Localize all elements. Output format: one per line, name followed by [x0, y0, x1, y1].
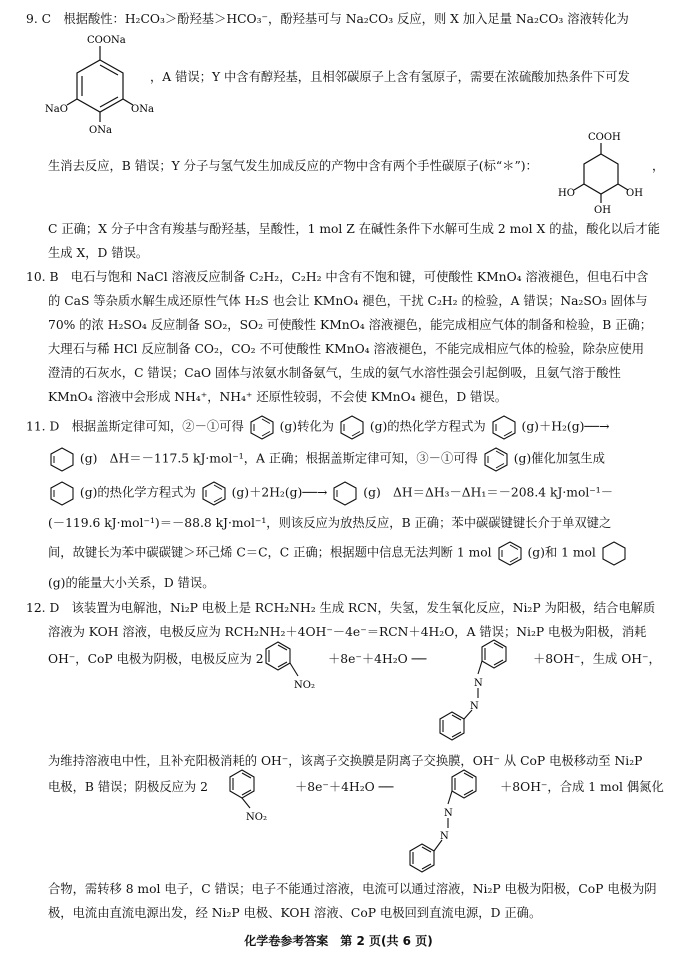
- q10-line6: KMnO₄ 溶液中会形成 NH₄⁺，NH₄⁺ 还原性较弱，不会使 KMnO₄ 褪色，D 错误。: [48, 390, 508, 404]
- q12-l3c: ＋8OH⁻，生成 OH⁻，: [533, 652, 661, 666]
- q11-line1: [26, 414, 666, 440]
- cyclohexane-icon: [600, 540, 628, 566]
- q11-l3c: (g) ΔH＝ΔH₃－ΔH₁＝－208.4 kJ·mol⁻¹－: [363, 485, 614, 500]
- q9-line3: 生消去反应，B 错误；Y 分子与氢气发生加成反应的产物中含有两个手性碳原子(标“＊”)：: [48, 159, 538, 173]
- mol1-bottom: ONa: [89, 125, 112, 136]
- nitrobenzene-structure: [258, 638, 318, 696]
- q11-l2a: (g) ΔH＝－117.5 kJ·mol⁻¹，A 正确；根据盖斯定律可知，③－①可得: [79, 451, 478, 466]
- q9-line3-end: ，: [652, 159, 665, 173]
- q11-l1b: (g)转化为: [279, 419, 334, 434]
- azobenzene-structure-2: [402, 766, 492, 878]
- q11-l3b: (g)＋2H₂(g)──→: [231, 485, 328, 500]
- q10-line1: 10. B 电石与饱和 NaCl 溶液反应制备 C₂H₂，C₂H₂ 中含有不饱和键，可使酸性 KMnO₄ 溶液褪色，但电石中含: [26, 270, 649, 284]
- q11-l3a: (g)的热化学方程式为: [79, 485, 196, 500]
- q12-line1: 12. D 该装置为电解池，Ni₂P 电极上是 RCH₂NH₂ 生成 RCN，失氢，发生氧化反应，Ni₂P 为阳极，结合电解质: [26, 601, 656, 615]
- q9-line4: C 正确；X 分子中含有羧基与酚羟基，呈酸性，1 mol Z 在碱性条件下水解可生成 2 mol X 的盐，酸化以后才能: [48, 222, 660, 236]
- q12-l5c: ＋8OH⁻，合成 1 mol 偶氮化: [500, 780, 664, 794]
- q10-line5: 澄清的石灰水，C 错误；CaO 固体与浓氨水制备氨气，生成的氨气水溶性强会引起倒吸，且氨气溶于酸性: [48, 366, 621, 380]
- q12-line7: 极，电流由直流电源出发，经 Ni₂P 电极、KOH 溶液、CoP 电极回到直流电源，D 正确。: [48, 906, 542, 920]
- benzene-icon: [482, 446, 510, 472]
- q12-line2: 溶液为 KOH 溶液，电极反应为 RCH₂NH₂＋4OH⁻－4e⁻＝RCN＋4H₂O，A 错误；Ni₂P 电极为阳极，消耗: [48, 625, 647, 639]
- q12-line6: 合物，需转移 8 mol 电子，C 错误；电子不能通过溶液，电流可以通过溶液，Ni₂P 电极为阳极，CoP 电极为阴: [48, 882, 657, 896]
- cyclohexene-icon: [48, 480, 76, 506]
- q10-line4: 大理石与稀 HCl 反应制备 CO₂，CO₂ 不可使酸性 KMnO₄ 溶液褪色，不能完成相应气体的检验，除杂应使用: [48, 342, 645, 356]
- q9-line2: ，A 错误；Y 中含有醇羟基，且相邻碳原子上含有氢原子，需要在浓硫酸加热条件下可发: [150, 70, 630, 84]
- benzene-icon: [200, 480, 228, 506]
- q11-line6: (g)的能量大小关系，D 错误。: [48, 576, 215, 590]
- no2-label: NO₂: [294, 680, 315, 691]
- azobenzene-structure: [432, 636, 522, 746]
- mol1-top: COONa: [87, 35, 126, 46]
- cyclohexadiene-icon: [490, 414, 518, 440]
- q11-line4: (－119.6 kJ·mol⁻¹)＝－88.8 kJ·mol⁻¹，则该反应为放热反应，B 正确；苯中碳碳键键长介于单双键之: [48, 516, 612, 530]
- q11-l1c: (g)的热化学方程式为: [369, 419, 486, 434]
- nitrobenzene-structure-2: [222, 766, 282, 824]
- q11-l2b: (g)催化加氢生成: [513, 451, 605, 466]
- azo-n1: N: [474, 678, 483, 689]
- mol2-right: OH: [626, 188, 643, 199]
- cyclohexadiene-icon: [338, 414, 366, 440]
- q11-l1d: (g)＋H₂(g)──→: [521, 419, 610, 434]
- q9-line5: 生成 X，D 错误。: [48, 246, 149, 260]
- q11-l5b: (g)和 1 mol: [527, 545, 596, 560]
- mol2-top: COOH: [588, 132, 621, 143]
- q12-line4: 为维持溶液电中性，且补充阳极消耗的 OH⁻，该离子交换膜是阴离子交换膜，OH⁻ 从 CoP 电极移动至 Ni₂P: [48, 754, 643, 768]
- page-footer: 化学卷参考答案 第 2 页(共 6 页): [244, 934, 433, 948]
- mol1-right: ONa: [131, 104, 154, 115]
- no2-label-2: NO₂: [246, 812, 267, 823]
- cyclohexene-icon: [331, 480, 359, 506]
- q12-l3a: OH⁻，CoP 电极为阴极，电极反应为 2: [48, 652, 264, 666]
- cyclohexane-acid-structure: [556, 130, 651, 215]
- q12-l5a: 电极，B 错误；阴极反应为 2: [48, 780, 208, 794]
- q11-line3: [48, 480, 668, 506]
- trisodium-benzoate-structure: [45, 32, 155, 142]
- q12-l3b: ＋8e⁻＋4H₂O ──: [328, 652, 427, 666]
- q11-line2: [48, 446, 668, 472]
- q12-l5b: ＋8e⁻＋4H₂O ──: [295, 780, 394, 794]
- mol2-left: HO: [558, 188, 575, 199]
- q11-l1a: 11. D 根据盖斯定律可知，②－①可得: [26, 419, 244, 434]
- q9-line1: 9. C 根据酸性：H₂CO₃＞酚羟基＞HCO₃⁻，酚羟基可与 Na₂CO₃ 反应，则 X 加入足量 Na₂CO₃ 溶液转化为: [26, 12, 629, 26]
- q10-line2: 的 CaS 等杂质水解生成还原性气体 H₂S 也会让 KMnO₄ 褪色，干扰 C₂H₂ 的检验，A 错误；Na₂SO₃ 固体与: [48, 294, 648, 308]
- benzene-icon: [248, 414, 276, 440]
- azo-n2: N: [470, 701, 479, 712]
- q10-line3: 70% 的浓 H₂SO₄ 反应制备 SO₂，SO₂ 可使酸性 KMnO₄ 溶液褪色，能完成相应气体的制备和检验，B 正确；: [48, 318, 653, 332]
- mol1-left: NaO: [45, 104, 68, 115]
- azo2-n1: N: [444, 808, 453, 819]
- mol2-bottom: OH: [594, 205, 611, 215]
- cyclohexene-icon: [48, 446, 76, 472]
- azo2-n2: N: [440, 831, 449, 842]
- q11-l5a: 间，故键长为苯中碳碳键＞环己烯 C＝C，C 正确；根据题中信息无法判断 1 mol: [48, 545, 492, 560]
- q11-line5: [48, 540, 668, 566]
- benzene-icon: [496, 540, 524, 566]
